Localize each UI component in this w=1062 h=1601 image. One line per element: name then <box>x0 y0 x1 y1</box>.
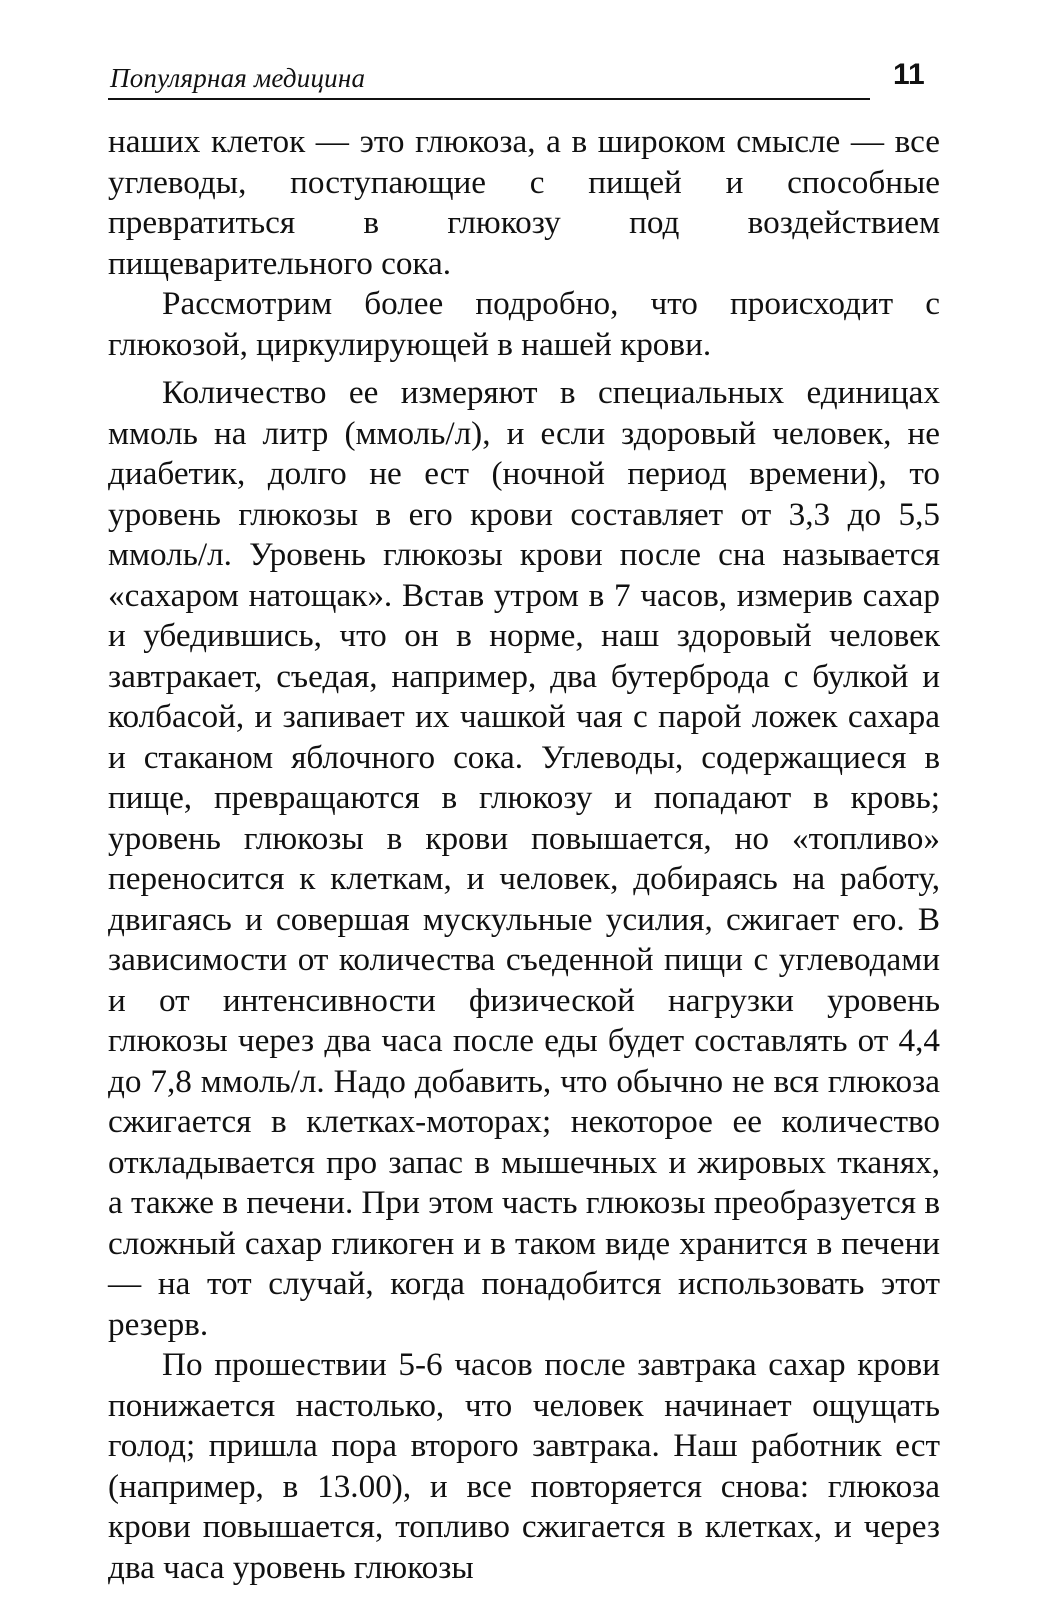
paragraph-continued: наших клеток — это глюкоза, а в широком смысле — все углеводы, поступающие с пищей и способные превратиться в глюкозу под воздействием пищеварительного сока. <box>108 123 940 282</box>
body-text <box>108 122 940 1588</box>
paragraph: Рассмотрим более подробно, что происходит с глюкозой, циркулирующей в нашей крови. <box>108 285 940 363</box>
running-title: Популярная медицина <box>110 63 366 93</box>
running-header <box>108 52 870 100</box>
paragraph: По прошествии 5-6 часов после завтрака сахар крови понижается настолько, что человек начинает ощущать голод; пришла пора второго завтрака. Наш работник ест (например, в 13.00), и все повторяется снова: глюкоза крови повышается, топливо сжигается в клетках, и через два часа уровень глюкозы <box>108 1346 940 1586</box>
book-page <box>108 52 940 1588</box>
page-number: 11 <box>893 58 925 91</box>
paragraph: Количество ее измеряют в специальных единицах ммоль на литр (ммоль/л), и если здоровый человек, не диабетик, долго не ест (ночной период времени), то уровень глюкозы в его крови составляет от 3,3 до 5,5 ммоль/л. Уровень глюкозы крови после сна называется «сахаром натощак». Встав утром в 7 часов, измерив сахар и убедившись, что он в норме, наш здоровый человек завтракает, съедая, например, два бутерброда с булкой и колбасой, и запивает их чашкой чая с парой ложек сахара и стаканом яблочного сока. Углеводы, содержащиеся в пище, превращаются в глюкозу и попадают в кровь; уровень глюкозы в крови повышается, но «топливо» переносится к клеткам, и человек, добираясь на работу, двигаясь и совершая мускульные усилия, сжигает его. В зависимости от количества съеденной пищи с углеводами и от интенсивности физической нагрузки уровень глюкозы через два часа после еды будет составлять от 4,4 до 7,8 ммоль/л. Надо добавить, что обычно не вся глюкоза сжигается в клетках-моторах; некоторое ее количество откладывается про запас в мышечных и жировых тканях, а также в печени. При этом часть глюкозы преобразуется в сложный сахар гликоген и в таком виде хранится в печени — на тот случай, когда понадобится использовать этот резерв. <box>108 374 940 1343</box>
